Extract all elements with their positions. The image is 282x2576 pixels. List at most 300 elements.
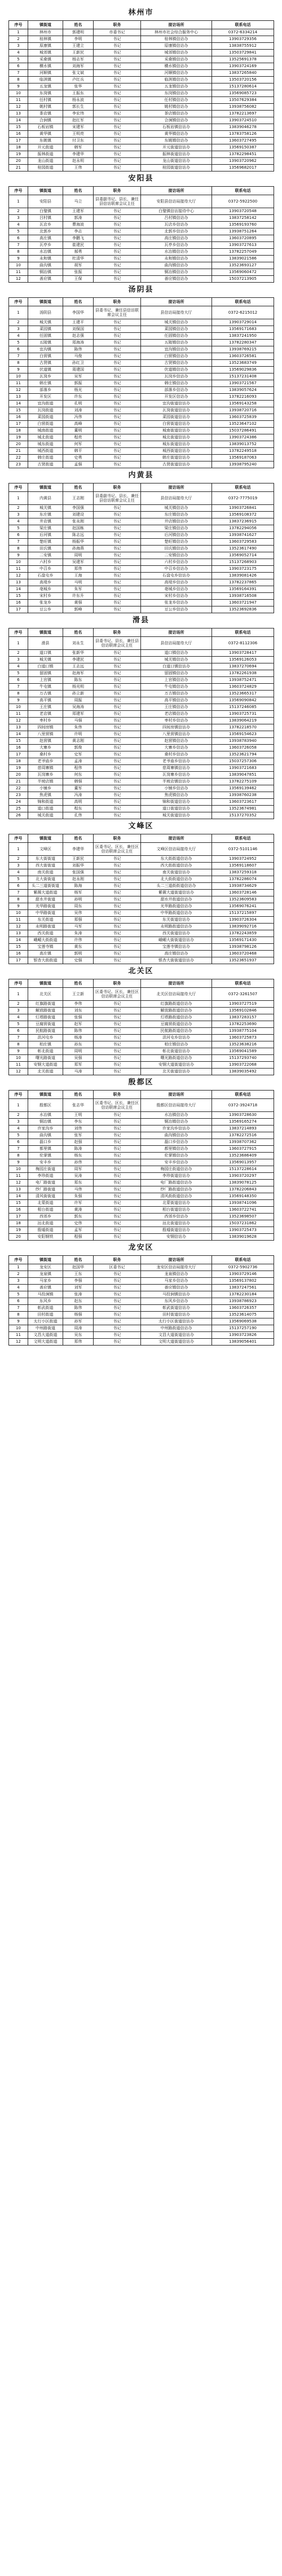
position: 书记 (94, 1312, 141, 1318)
town-name: 磊口乡 (28, 1139, 63, 1146)
position: 书记 (94, 1325, 141, 1332)
column-header: 序号 (9, 1091, 28, 1099)
document-page (8, 0, 274, 1353)
town-name: 菜园镇 (28, 326, 63, 333)
reception-site: 东庄镇信访办 (141, 512, 212, 518)
phone-number: 13782249518 (212, 448, 274, 455)
reception-site: 高庄镇信访办 (141, 951, 212, 957)
position: 书记 (94, 56, 141, 63)
column-header: 镇街道 (28, 1256, 63, 1264)
reception-site: 安阳县信访局接待大厅 (141, 195, 212, 208)
phone-number: 13523698507 (212, 1214, 274, 1220)
row-number: 1 (9, 843, 28, 856)
phone-number: 13569171430 (212, 937, 274, 944)
official-name: 孙立新 (63, 691, 94, 697)
reception-site: 宝莲寺镇信访办 (141, 944, 212, 951)
table-row (9, 1173, 274, 1180)
town-name: 大寨乡 (28, 745, 63, 751)
reception-site: 北郭乡信访办 (141, 228, 212, 235)
phone-number: 13903729146 (212, 1271, 274, 1278)
reception-site: 道口街道信访办 (141, 806, 212, 812)
official-name: 张志华 (63, 1099, 94, 1112)
table-row (9, 856, 274, 863)
reception-site: 曲沟镇信访办 (141, 1132, 212, 1139)
reception-site: 中召乡信访办 (141, 566, 212, 573)
official-name: 周明 (63, 552, 94, 559)
row-number: 11 (9, 380, 28, 387)
town-name: 文峰区 (28, 843, 63, 856)
row-number: 9 (9, 903, 28, 910)
row-number: 12 (9, 387, 28, 394)
official-name: 陈伟 (63, 1305, 94, 1312)
table-row (9, 319, 274, 326)
table-row (9, 910, 274, 917)
town-name: 铜冶镇 (28, 269, 63, 276)
town-name: 彰北街道 (28, 1048, 63, 1055)
reception-site: 瓦店乡信访办 (141, 222, 212, 228)
row-number: 24 (9, 799, 28, 806)
town-name: 八里营镇 (28, 731, 63, 738)
reception-site: 牛屯镇信访办 (141, 684, 212, 691)
table-row (9, 387, 274, 394)
town-name: 田氏镇 (28, 546, 63, 552)
phone-number: 13569090842 (212, 697, 274, 704)
reception-site: 开元街道信访办 (141, 144, 212, 151)
phone-number: 13938716508 (212, 593, 274, 600)
row-number: 3 (9, 863, 28, 869)
official-name: 何东 (63, 772, 94, 779)
column-header: 职务 (94, 187, 141, 195)
phone-number: 13569076241 (212, 903, 274, 910)
section-title: 林州市 (128, 8, 154, 17)
phone-number: 13603729583 (212, 539, 274, 546)
position: 书记 (94, 792, 141, 799)
row-number: 12 (9, 1339, 28, 1346)
row-number: 6 (9, 1028, 28, 1035)
official-name: 郭东 (63, 1214, 94, 1220)
official-name: 杨强 (63, 1312, 94, 1318)
phone-number: 13938795240 (212, 461, 274, 468)
position: 书记 (94, 1069, 141, 1075)
phone-number: 13903727519 (212, 1001, 274, 1008)
official-name: 王志远 (63, 663, 94, 670)
town-name: 黄华镇 (28, 131, 63, 138)
table-row (9, 1264, 274, 1271)
table-row (9, 1305, 274, 1312)
phone-number: 13603721947 (212, 600, 274, 606)
column-header: 镇街道 (28, 483, 63, 492)
reception-site: 东风乡信访办 (141, 1298, 212, 1305)
reception-site: 振林街道信访办 (141, 151, 212, 158)
section-block (8, 283, 274, 468)
official-name: 高峰 (63, 421, 94, 428)
phone-number: 13523651937 (212, 957, 274, 964)
town-name: 采桑镇 (28, 56, 63, 63)
row-number: 4 (9, 1285, 28, 1291)
official-name: 朱军 (63, 586, 94, 593)
town-name: 龙山街道 (28, 158, 63, 165)
town-name: 老爷庙乡 (28, 758, 63, 765)
town-name: 西郊乡 (28, 1214, 63, 1220)
official-name: 郑东 (63, 1180, 94, 1186)
position: 书记 (94, 745, 141, 751)
table-row (9, 677, 274, 684)
town-name: 桂林镇 (28, 36, 63, 43)
position: 书记 (94, 1214, 141, 1220)
reception-site: 城西街道信访办 (141, 448, 212, 455)
official-name: 赵军 (63, 1021, 94, 1028)
table-row (9, 1112, 274, 1119)
table-row (9, 600, 274, 606)
row-number: 2 (9, 1112, 28, 1119)
column-header: 联系电话 (212, 834, 274, 843)
table-row (9, 70, 274, 77)
table-row (9, 1200, 274, 1207)
table-row (9, 518, 274, 525)
row-number: 7 (9, 353, 28, 360)
official-name: 王建平 (63, 319, 94, 326)
row-number: 9 (9, 1159, 28, 1166)
row-number: 9 (9, 697, 28, 704)
row-number: 7 (9, 70, 28, 77)
official-name: 王振东 (63, 90, 94, 97)
reception-site: 北关街道信访办 (141, 1069, 212, 1075)
official-name: 马立 (63, 195, 94, 208)
town-name: 洹北街道 (28, 1220, 63, 1227)
row-number: 17 (9, 1214, 28, 1220)
official-name: 孙明 (63, 896, 94, 903)
reception-site: 彰北街道信访办 (141, 1048, 212, 1055)
phone-number: 15137257190 (212, 1325, 274, 1332)
row-number: 18 (9, 1220, 28, 1227)
phone-number: 13569013957 (212, 1159, 274, 1166)
row-number: 11 (9, 97, 28, 104)
official-name: 陈海 (63, 883, 94, 890)
position: 书记 (94, 1318, 141, 1325)
row-number: 5 (9, 876, 28, 883)
table-row (9, 806, 274, 812)
phone-number: 13507629384 (212, 97, 274, 104)
position: 书记 (94, 1180, 141, 1186)
town-name: 伦掌镇 (28, 1153, 63, 1159)
phone-number: 15137246085 (212, 704, 274, 711)
town-name: 城郊镇 (28, 50, 63, 56)
section-title: 龙安区 (128, 1243, 154, 1252)
phone-number: 0372-5101146 (212, 843, 274, 856)
table-row (9, 579, 274, 586)
official-name: 许东升 (63, 593, 94, 600)
row-number: 11 (9, 1332, 28, 1339)
town-name: 中召乡 (28, 566, 63, 573)
official-name: 王明亮 (63, 131, 94, 138)
table-row (9, 124, 274, 131)
row-number: 1 (9, 1264, 28, 1271)
phone-number: 13839021586 (212, 256, 274, 262)
town-name: 东庄镇 (28, 512, 63, 518)
official-name: 陈伟 (63, 346, 94, 353)
official-name: 程亮 (63, 434, 94, 441)
row-number: 11 (9, 711, 28, 718)
reception-site: 县信访局接待大厅 (141, 637, 212, 650)
row-number: 16 (9, 414, 28, 421)
phone-number: 13838755912 (212, 43, 274, 50)
official-name: 郭俊 (63, 745, 94, 751)
reception-site: 王庄镇信访办 (141, 704, 212, 711)
official-name: 杨光明 (63, 684, 94, 691)
official-name: 杨永波 (63, 97, 94, 104)
reception-site: 北蒙街道信访办 (141, 1200, 212, 1207)
town-name: 王庄镇 (28, 704, 63, 711)
phone-number: 13523692836 (212, 606, 274, 613)
position: 书记 (94, 856, 141, 863)
column-header: 职务 (94, 483, 141, 492)
position: 书记 (94, 957, 141, 964)
phone-number: 13782280347 (212, 340, 274, 346)
table-row (9, 215, 274, 222)
column-header: 接访场所 (141, 21, 212, 29)
position: 书记 (94, 138, 141, 144)
table-row (9, 937, 274, 944)
row-number: 12 (9, 104, 28, 111)
official-name: 杨光 (63, 387, 94, 394)
table-row (9, 36, 274, 43)
column-header: 联系电话 (212, 979, 274, 988)
table-header-row (9, 628, 274, 637)
official-name: 郝勇 (63, 249, 94, 256)
official-name: 郑强 (63, 917, 94, 924)
official-name: 马强 (63, 718, 94, 724)
reception-site: 光华路街道信访办 (141, 903, 212, 910)
row-number: 6 (9, 346, 28, 353)
row-number: 3 (9, 1119, 28, 1126)
position: 书记 (94, 104, 141, 111)
official-name: 郭建明 (63, 29, 94, 36)
phone-number: 15137231408 (212, 373, 274, 380)
row-number: 26 (9, 812, 28, 819)
position: 书记 (94, 394, 141, 401)
position: 书记 (94, 1021, 141, 1028)
town-name: 龙泉镇 (28, 1271, 63, 1278)
town-name: 白璧镇 (28, 208, 63, 215)
position: 书记 (94, 765, 141, 772)
phone-number: 13837283157 (212, 1014, 274, 1021)
phone-number: 13569102846 (212, 1008, 274, 1014)
position: 书记 (94, 785, 141, 792)
row-number: 12 (9, 924, 28, 930)
town-name: 韩庄街道 (28, 455, 63, 461)
town-name: 白营街道 (28, 421, 63, 428)
town-name: 任固镇 (28, 333, 63, 340)
phone-number: 13839013752 (212, 441, 274, 448)
column-header: 接访场所 (141, 1256, 212, 1264)
table-row (9, 256, 274, 262)
reception-site: 小铺乡信访办 (141, 785, 212, 792)
section-block (8, 964, 274, 1075)
town-name: 红旗路街道 (28, 1001, 63, 1008)
row-number: 18 (9, 758, 28, 765)
row-number: 6 (9, 63, 28, 70)
official-name: 吴强 (63, 1055, 94, 1062)
table-row (9, 1126, 274, 1132)
position: 书记 (94, 346, 141, 353)
row-number: 12 (9, 573, 28, 579)
town-name: 银杏大街街道 (28, 957, 63, 964)
official-name: 吴建军 (63, 559, 94, 566)
row-number: 14 (9, 937, 28, 944)
row-number: 13 (9, 724, 28, 731)
row-number: 4 (9, 222, 28, 228)
phone-number: 13782213697 (212, 111, 274, 117)
roster-table (8, 297, 274, 468)
town-name: 东大街街道 (28, 856, 63, 863)
town-name: 文昌大道街道 (28, 1332, 63, 1339)
phone-number: 13782243859 (212, 930, 274, 937)
position: 书记 (94, 333, 141, 340)
official-name: 张军 (63, 1132, 94, 1139)
town-name: 曙光路街道 (28, 1055, 63, 1062)
town-name: 林州市 (28, 29, 63, 36)
column-header: 序号 (9, 483, 28, 492)
official-name: 李建民 (63, 657, 94, 663)
position: 书记 (94, 1227, 141, 1234)
town-name: 峨嵋大街街道 (28, 937, 63, 944)
town-name: 临淇镇 (28, 77, 63, 83)
position: 书记 (94, 552, 141, 559)
phone-number: 13569164391 (212, 586, 274, 593)
reception-site: 铜冶镇信访办 (141, 1119, 212, 1126)
position: 书记 (94, 90, 141, 97)
position: 书记 (94, 1271, 141, 1278)
phone-number: 13903723826 (212, 1332, 274, 1339)
phone-number: 0372-5922500 (212, 195, 274, 208)
town-name: 北关街道 (28, 1069, 63, 1075)
town-name: 滑县 (28, 637, 63, 650)
official-name: 马明 (63, 579, 94, 586)
table-row (9, 421, 274, 428)
reception-site: 曲沟镇信访办 (141, 262, 212, 269)
table-row (9, 988, 274, 1001)
phone-number: 13523638216 (212, 1041, 274, 1048)
town-name: 永明路街道 (28, 924, 63, 930)
official-name: 赵红军 (63, 117, 94, 124)
table-row (9, 684, 274, 691)
reception-site: 伏道镇信访办 (141, 367, 212, 373)
position: 书记 (94, 124, 141, 131)
phone-number: 13523609583 (212, 896, 274, 903)
table-row (9, 812, 274, 819)
reception-site: 大寨乡信访办 (141, 745, 212, 751)
reception-site: 白璧镇信访接待中心 (141, 208, 212, 215)
phone-number: 13839064219 (212, 718, 274, 724)
town-name: 五龙镇 (28, 83, 63, 90)
official-name: 刘振华 (63, 863, 94, 869)
town-name: 开元街道 (28, 144, 63, 151)
official-name: 孙红卫 (63, 360, 94, 367)
town-name: 李珍街道 (28, 1173, 63, 1180)
reception-site: 楚旺镇信访办 (141, 539, 212, 546)
table-row (9, 394, 274, 401)
position: 书记 (94, 663, 141, 670)
table-row (9, 573, 274, 579)
official-name: 郭长生 (63, 104, 94, 111)
town-name: 光华路街道 (28, 903, 63, 910)
row-number: 7 (9, 242, 28, 249)
column-header: 接访场所 (141, 187, 212, 195)
town-name: 柏庄镇 (28, 1041, 63, 1048)
position: 书记 (94, 718, 141, 724)
reception-site: 城关镇信访办 (141, 505, 212, 512)
position: 书记 (94, 532, 141, 539)
table-row (9, 97, 274, 104)
town-name: 瓦店乡 (28, 222, 63, 228)
table-row (9, 90, 274, 97)
position: 区委书记 (94, 1264, 141, 1271)
town-name: 张龙乡 (28, 600, 63, 606)
table-row (9, 1119, 274, 1126)
phone-number: 13782237865 (212, 579, 274, 586)
position: 书记 (94, 657, 141, 663)
official-name: 李宏伟 (63, 111, 94, 117)
position: 书记 (94, 758, 141, 765)
position: 书记 (94, 117, 141, 124)
reception-site: 桂林镇信访办 (141, 36, 212, 43)
official-name: 朱伟 (63, 724, 94, 731)
town-name: 洪河屯乡 (28, 1035, 63, 1041)
official-name: 史军 (63, 751, 94, 758)
row-number: 2 (9, 1271, 28, 1278)
table-row (9, 326, 274, 333)
position: 书记 (94, 779, 141, 785)
phone-number: 0372-6215012 (212, 306, 274, 319)
row-number: 9 (9, 367, 28, 373)
reception-site: 瓦岗街道信访办 (141, 407, 212, 414)
phone-number: 0372-8112306 (212, 637, 274, 650)
town-name: 铜冶镇 (28, 1119, 63, 1126)
column-header: 联系电话 (212, 628, 274, 637)
town-name: 南关街道 (28, 869, 63, 876)
town-name: 田村街道 (28, 1312, 63, 1318)
table-row (9, 1227, 274, 1234)
column-header: 接访场所 (141, 628, 212, 637)
town-name: 水冶镇 (28, 1112, 63, 1119)
town-name: 小铺乡 (28, 785, 63, 792)
position: 书记 (94, 340, 141, 346)
table-row (9, 843, 274, 856)
position: 书记 (94, 1035, 141, 1041)
reception-site: 都里镇信访办 (141, 1146, 212, 1153)
phone-number: 13839056401 (212, 1339, 274, 1346)
reception-site: 城南街道信访办 (141, 428, 212, 434)
table-header-row (9, 298, 274, 306)
position: 书记 (94, 863, 141, 869)
official-name: 孟军 (63, 1227, 94, 1234)
row-number: 10 (9, 1325, 28, 1332)
row-number: 2 (9, 1001, 28, 1008)
section-title: 内黄县 (128, 471, 154, 480)
reception-site: 太行小区街道信访办 (141, 1318, 212, 1325)
position: 书记 (94, 1126, 141, 1132)
table-header-row (9, 834, 274, 843)
row-number: 6 (9, 235, 28, 242)
table-row (9, 373, 274, 380)
official-name: 郭明 (63, 951, 94, 957)
town-name: 茶店镇 (28, 111, 63, 117)
column-header: 姓名 (63, 979, 94, 988)
town-name: 韩庄镇 (28, 380, 63, 387)
table-row (9, 539, 274, 546)
town-name: 善应镇 (28, 1285, 63, 1291)
reception-site: 李珍街道信访办 (141, 1173, 212, 1180)
